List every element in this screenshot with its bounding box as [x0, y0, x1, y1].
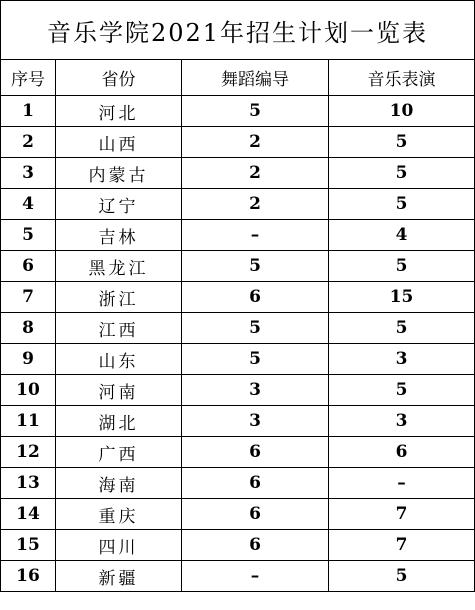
column-header-no: 序号 — [1, 60, 56, 96]
row-number: 4 — [1, 189, 56, 220]
music-quota-cell: 4 — [329, 220, 475, 251]
music-quota-cell: 3 — [329, 406, 475, 437]
music-quota-cell: 15 — [329, 282, 475, 313]
table-row — [1, 251, 475, 282]
title-row — [1, 1, 475, 60]
row-number: 8 — [1, 313, 56, 344]
music-quota-cell: 5 — [329, 251, 475, 282]
music-quota-cell: 5 — [329, 313, 475, 344]
province-cell: 湖北 — [56, 406, 182, 437]
dance-quota-cell: 5 — [182, 344, 329, 375]
music-quota-cell: – — [329, 468, 475, 499]
table-row — [1, 344, 475, 375]
province-cell: 山东 — [56, 344, 182, 375]
dance-quota-cell: 3 — [182, 375, 329, 406]
music-quota-cell: 3 — [329, 344, 475, 375]
province-cell: 河北 — [56, 96, 182, 127]
table-row — [1, 158, 475, 189]
dance-quota-cell: 5 — [182, 96, 329, 127]
dance-quota-cell: 5 — [182, 313, 329, 344]
music-quota-cell: 7 — [329, 499, 475, 530]
column-header-music-performance: 音乐表演 — [329, 60, 475, 96]
dance-quota-cell: 2 — [182, 189, 329, 220]
table-row — [1, 499, 475, 530]
dance-quota-cell: 6 — [182, 499, 329, 530]
music-quota-cell: 5 — [329, 561, 475, 592]
column-header-dance-choreography: 舞蹈编导 — [182, 60, 329, 96]
dance-quota-cell: 5 — [182, 251, 329, 282]
table-row — [1, 437, 475, 468]
row-number: 7 — [1, 282, 56, 313]
header-row — [1, 60, 475, 96]
province-cell: 吉林 — [56, 220, 182, 251]
row-number: 6 — [1, 251, 56, 282]
row-number: 16 — [1, 561, 56, 592]
table-row — [1, 468, 475, 499]
row-number: 14 — [1, 499, 56, 530]
dance-quota-cell: 6 — [182, 468, 329, 499]
row-number: 2 — [1, 127, 56, 158]
row-number: 11 — [1, 406, 56, 437]
music-quota-cell: 5 — [329, 127, 475, 158]
province-cell: 海南 — [56, 468, 182, 499]
dance-quota-cell: – — [182, 220, 329, 251]
row-number: 12 — [1, 437, 56, 468]
table-row — [1, 189, 475, 220]
province-cell: 河南 — [56, 375, 182, 406]
table-row — [1, 220, 475, 251]
row-number: 5 — [1, 220, 56, 251]
row-number: 9 — [1, 344, 56, 375]
province-cell: 江西 — [56, 313, 182, 344]
table-row — [1, 561, 475, 592]
province-cell: 重庆 — [56, 499, 182, 530]
dance-quota-cell: 3 — [182, 406, 329, 437]
table-row — [1, 127, 475, 158]
dance-quota-cell: 2 — [182, 158, 329, 189]
row-number: 3 — [1, 158, 56, 189]
table-row — [1, 375, 475, 406]
province-cell: 广西 — [56, 437, 182, 468]
province-cell: 内蒙古 — [56, 158, 182, 189]
dance-quota-cell: 2 — [182, 127, 329, 158]
table-row — [1, 313, 475, 344]
table-body — [1, 96, 475, 592]
table-row — [1, 406, 475, 437]
province-cell: 黑龙江 — [56, 251, 182, 282]
province-cell: 辽宁 — [56, 189, 182, 220]
music-quota-cell: 6 — [329, 437, 475, 468]
province-cell: 新疆 — [56, 561, 182, 592]
dance-quota-cell: 6 — [182, 437, 329, 468]
table-title: 音乐学院2021年招生计划一览表 — [1, 1, 475, 60]
table-row — [1, 530, 475, 561]
table-row — [1, 282, 475, 313]
row-number: 13 — [1, 468, 56, 499]
music-quota-cell: 10 — [329, 96, 475, 127]
row-number: 15 — [1, 530, 56, 561]
column-header-province: 省份 — [56, 60, 182, 96]
province-cell: 四川 — [56, 530, 182, 561]
table-row — [1, 96, 475, 127]
province-cell: 山西 — [56, 127, 182, 158]
dance-quota-cell: 6 — [182, 530, 329, 561]
music-quota-cell: 5 — [329, 189, 475, 220]
dance-quota-cell: – — [182, 561, 329, 592]
row-number: 1 — [1, 96, 56, 127]
dance-quota-cell: 6 — [182, 282, 329, 313]
province-cell: 浙江 — [56, 282, 182, 313]
music-quota-cell: 7 — [329, 530, 475, 561]
row-number: 10 — [1, 375, 56, 406]
music-quota-cell: 5 — [329, 158, 475, 189]
music-quota-cell: 5 — [329, 375, 475, 406]
